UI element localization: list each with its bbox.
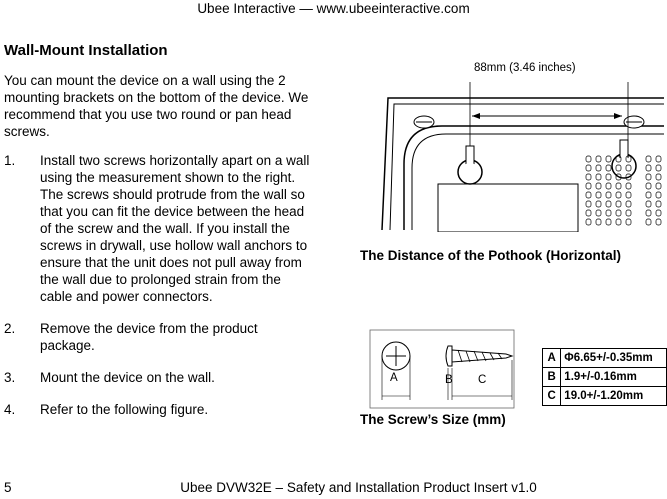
dimension-label: 88mm (3.46 inches) xyxy=(474,62,576,74)
pothook-diagram xyxy=(360,80,666,232)
step-number: 4. xyxy=(4,402,16,417)
steps-list xyxy=(4,152,316,433)
page-number: 5 xyxy=(4,480,12,495)
table-row xyxy=(543,387,667,406)
section-title: Wall-Mount Installation xyxy=(4,42,168,59)
table-row xyxy=(543,368,667,387)
step-item xyxy=(4,152,316,305)
pothook-icon xyxy=(612,140,636,178)
step-text: Refer to the following figure. xyxy=(40,402,209,417)
screw-head-icon xyxy=(382,342,410,370)
screw-label-c: C xyxy=(478,374,487,386)
step-number: 1. xyxy=(4,153,16,168)
pothook-icon xyxy=(458,146,482,184)
step-item xyxy=(4,401,316,418)
step-text: Install two screws horizontally apart on a wall using the measurement shown to the right. The screws should protrude from the wall so that you can fit the device between the head of the screw and the wall. If you install the screws in drywall, use hollow wall anchors to ensure that the unit does not pull away from the wall due to prolonged strain from the cable and power connectors. xyxy=(40,153,310,304)
screw-icon xyxy=(624,116,644,128)
figure2-caption: The Screw’s Size (mm) xyxy=(360,412,506,427)
table-cell-key: B xyxy=(543,368,561,387)
page-header: Ubee Interactive — www.ubeeinteractive.com xyxy=(197,1,470,16)
intro-paragraph: You can mount the device on a wall using the 2 mounting brackets on the bottom of the device. We recommend that you use two round or pan head screws. xyxy=(4,73,309,139)
step-number: 2. xyxy=(4,321,16,336)
step-item xyxy=(4,369,316,386)
screw-label-b: B xyxy=(445,374,453,386)
table-cell-key: C xyxy=(543,387,561,406)
step-item xyxy=(4,320,316,354)
screw-size-table xyxy=(542,348,667,406)
figure1-caption: The Distance of the Pothook (Horizontal) xyxy=(360,248,622,263)
table-cell-key: A xyxy=(543,349,561,368)
table-cell-value: 1.9+/-0.16mm xyxy=(561,368,667,387)
screw-icon xyxy=(414,116,434,128)
step-text: Remove the device from the product package. xyxy=(40,321,258,353)
step-text: Mount the device on the wall. xyxy=(40,370,215,385)
table-row xyxy=(543,349,667,368)
step-number: 3. xyxy=(4,370,16,385)
table-cell-value: Φ6.65+/-0.35mm xyxy=(561,349,667,368)
page-footer: Ubee DVW32E – Safety and Installation Product Insert v1.0 xyxy=(180,480,537,495)
table-cell-value: 19.0+/-1.20mm xyxy=(561,387,667,406)
screw-label-a: A xyxy=(390,372,398,384)
screw-diagram xyxy=(366,328,518,410)
screw-side-icon xyxy=(446,346,512,366)
